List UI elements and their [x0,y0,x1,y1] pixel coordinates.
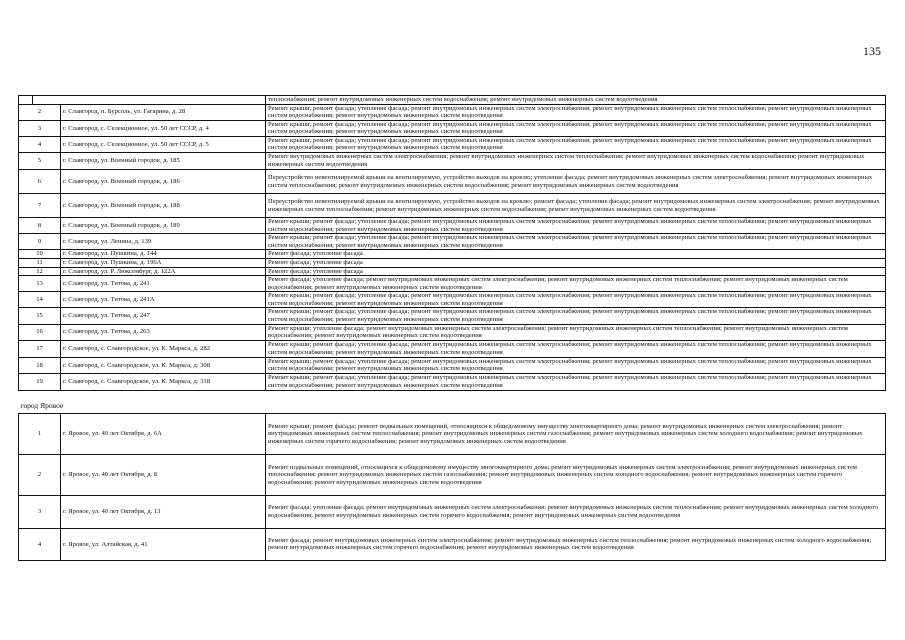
cell-works: Ремонт фасада; ремонт внутридомовых инженерных систем электроснабжения; ремонт внутридомовых инженерных систем теплоснабжения; ремонт внутридомовых инженерных систем холодного водоснабжения; ремонт внутридомовых инженерных систем горячего водоснабжения; ремонт внутридомовых инженерных систем водоотведения [266,528,886,560]
cell-num: 6 [19,170,61,194]
cell-address: г. Славгород, ул. Титова, д. 241 [61,276,266,292]
cell-num: 8 [19,218,61,234]
table-row [19,276,886,292]
cell-address: г. Славгород, с. Славгородское, ул. К. Маркса, д. 308 [61,357,266,373]
table-row [19,528,886,560]
cell-works: Ремонт крыши; ремонт фасада; утепление фасада; ремонт внутридомовых инженерных систем электроснабжения; ремонт внутридомовых инженерных систем теплоснабжения; ремонт внутридомовых инженерных систем водоснабжения; ремонт внутридомовых инженерных систем водоотведения [266,357,886,373]
cell-num: 3 [19,495,61,528]
cell-address: г. Славгород, п. Бурсоль, ул. Гагарина, д. 28 [61,104,266,120]
cell-works: Ремонт фасада; утепление фасада; ремонт внутридомовых инженерных систем электроснабжения; ремонт внутридомовых инженерных систем теплоснабжения; ремонт внутридомовых инженерных систем холодного водоснабжения; ремонт внутридомовых инженерных систем горячего водоснабжения; ремонт внутридомовых инженерных систем водоотведения [266,495,886,528]
cell-num: 11 [19,258,61,267]
cell-num: 14 [19,292,61,308]
cell-works: Переустройство невентилируемой крыши на вентилируемую, устройство выходов на кровлю; ремонт фасада; утепление фасада; ремонт внутридомовых инженерных систем электроснабжения; ремонт внутридомовых инженерных систем теплоснабжения; ремонт внутридомовых инженерных систем водоснабжения; ремонт внутридомовых инженерных систем водоотведения [266,194,886,218]
table-row [19,258,886,267]
cell-works: Переустройство невентилируемой крыши на вентилируемую, устройство выходов на кровлю; утепление фасада; ремонт внутридомовых инженерных систем электроснабжения; ремонт внутридомовых инженерных систем теплоснабжения; ремонт внутридомовых инженерных систем водоснабжения; ремонт внутридомовых инженерных систем водоотведения [266,170,886,194]
table-row [19,308,886,324]
cell-works: Ремонт крыши; ремонт фасада; утепление фасада; ремонт внутридомовых инженерных систем электроснабжения; ремонт внутридомовых инженерных систем теплоснабжения; ремонт внутридомовых инженерных систем водоснабжения; ремонт внутридомовых инженерных систем водоотведения [266,120,886,136]
table-row [19,170,886,194]
cell-num [19,96,33,105]
cell-works: Ремонт крыши; ремонт фасада; утепление фасада; ремонт внутридомовых инженерных систем электроснабжения; ремонт внутридомовых инженерных систем теплоснабжения; ремонт внутридомовых инженерных систем водоснабжения; ремонт внутридомовых инженерных систем водоотведения [266,340,886,357]
table-row [19,194,886,218]
table-row [19,495,886,528]
cell-address: г. Яровое, ул. 40 лет Октября, д. 6А [61,413,266,454]
cell-address: г. Яровое, ул. Алтайская, д. 41 [61,528,266,560]
table-row [19,136,886,152]
cell-num: 10 [19,250,61,259]
table-row [19,324,886,340]
cell-address: г. Славгород, ул. Пушкина, д. 196А [61,258,266,267]
cell-works: Ремонт фасада; утепление фасада [266,250,886,259]
table-row [19,153,886,170]
cell-num: 18 [19,357,61,373]
table-row [19,250,886,259]
table-row-continuation [19,96,886,105]
cell-num: 5 [19,153,61,170]
table-row [19,234,886,250]
works-table-body [19,96,886,561]
cell-works: Ремонт крыши; ремонт фасада; утепление фасада; ремонт внутридомовых инженерных систем электроснабжения; ремонт внутридомовых инженерных систем теплоснабжения; ремонт внутридомовых инженерных систем водоснабжения; ремонт внутридомовых инженерных систем водоотведения [266,373,886,390]
cell-address [33,96,266,105]
cell-works: Ремонт крыши; ремонт фасада; утепление фасада; ремонт внутридомовых инженерных систем электроснабжения; ремонт внутридомовых инженерных систем теплоснабжения; ремонт внутридомовых инженерных систем водоснабжения; ремонт внутридомовых инженерных систем водоотведения [266,234,886,250]
cell-works: теплоснабжения; ремонт внутридомовых инженерных систем водоснабжения; ремонт внутридомовых инженерных систем водоотведения [266,96,886,105]
cell-address: г. Славгород, ул. Военный городок, д. 189 [61,218,266,234]
cell-address: г. Яровое, ул. 40 лет Октября, д. 13 [61,495,266,528]
table-row [19,120,886,136]
cell-address: г. Славгород, ул. Военный городок, д. 185 [61,153,266,170]
cell-works: Ремонт внутридомовых инженерных систем электроснабжения; ремонт внутридомовых инженерных систем теплоснабжения; ремонт внутридомовых инженерных систем водоснабжения; ремонт внутридомовых инженерных систем водоотведения [266,153,886,170]
works-table [18,95,886,561]
cell-num: 1 [19,413,61,454]
cell-num: 13 [19,276,61,292]
cell-address: г. Славгород, ул. Титова, д. 263 [61,324,266,340]
cell-works: Ремонт крыши; ремонт фасада; утепление фасада; ремонт внутридомовых инженерных систем электроснабжения; ремонт внутридомовых инженерных систем теплоснабжения; ремонт внутридомовых инженерных систем водоснабжения; ремонт внутридомовых инженерных систем водоотведения [266,218,886,234]
cell-works: Ремонт крыши; ремонт фасада; утепление фасада; ремонт внутридомовых инженерных систем электроснабжения; ремонт внутридомовых инженерных систем теплоснабжения; ремонт внутридомовых инженерных систем водоснабжения; ремонт внутридомовых инженерных систем водоотведения [266,104,886,120]
cell-address: г. Славгород, с. Селекционное, ул. 50 лет СССР, д. 4 [61,120,266,136]
cell-address: г. Славгород, ул. Военный городок, д. 188 [61,194,266,218]
table-row [19,292,886,308]
cell-address: г. Славгород, с. Славгородское, ул. К. Маркса, д. 318 [61,373,266,390]
cell-num: 12 [19,267,61,276]
cell-address: г. Славгород, ул. Пушкина, д. 144 [61,250,266,259]
table-row [19,454,886,495]
cell-num: 16 [19,324,61,340]
cell-num: 3 [19,120,61,136]
table-row [19,413,886,454]
cell-num: 19 [19,373,61,390]
cell-works: Ремонт фасада; утепление фасада [266,267,886,276]
cell-works: Ремонт крыши; утепление фасада; ремонт внутридомовых инженерных систем электроснабжения; ремонт внутридомовых инженерных систем теплоснабжения; ремонт внутридомовых инженерных систем водоснабжения; ремонт внутридомовых инженерных систем водоотведения [266,324,886,340]
cell-works: Ремонт фасада; утепление фасада; ремонт внутридомовых инженерных систем электроснабжения; ремонт внутридомовых инженерных систем теплоснабжения; ремонт внутридомовых инженерных систем водоснабжения; ремонт внутридомовых инженерных систем водоотведения [266,276,886,292]
cell-num: 4 [19,528,61,560]
cell-num: 4 [19,136,61,152]
table-row [19,373,886,390]
table-row [19,104,886,120]
page-number: 135 [863,44,881,58]
cell-works: Ремонт крыши; ремонт фасада; утепление фасада; ремонт внутридомовых инженерных систем электроснабжения; ремонт внутридомовых инженерных систем теплоснабжения; ремонт внутридомовых инженерных систем водоснабжения; ремонт внутридомовых инженерных систем водоотведения [266,292,886,308]
cell-address: г. Славгород, ул. Р. Люксембург, д. 122А [61,267,266,276]
cell-address: г. Славгород, ул. Титова, д. 241А [61,292,266,308]
table-row [19,267,886,276]
cell-num: 9 [19,234,61,250]
cell-works: Ремонт крыши; ремонт фасада; утепление фасада; ремонт внутридомовых инженерных систем электроснабжения; ремонт внутридомовых инженерных систем теплоснабжения; ремонт внутридомовых инженерных систем водоснабжения; ремонт внутридомовых инженерных систем водоотведения [266,308,886,324]
table-row [19,357,886,373]
cell-works: Ремонт подвальных помещений, относящихся к общедомовому имуществу многоквартирного дома; ремонт внутридомовых инженерных систем электроснабжения; ремонт внутридомовых инженерных систем теплоснабжения; ремонт внутридомовых инженерных систем газоснабжения; ремонт внутридомовых инженерных систем холодного водоснабжения; ремонт внутридомовых инженерных систем горячего водоснабжения; ремонт внутридомовых инженерных систем водоотведения [266,454,886,495]
cell-num: 7 [19,194,61,218]
cell-works: Ремонт крыши; ремонт фасада; ремонт подвальных помещений, относящихся к общедомовому имуществу многоквартирного дома; ремонт внутридомовых инженерных систем электроснабжения; ремонт внутридомовых инженерных систем теплоснабжения; ремонт внутридомовых инженерных систем газоснабжения; ремонт внутридомовых инженерных систем холодного водоснабжения; ремонт внутридомовых инженерных систем горячего водоснабжения; ремонт внутридомовых инженерных систем водоотведения [266,413,886,454]
cell-address: г. Славгород, ул. Титова, д. 247 [61,308,266,324]
cell-address: г. Славгород, с. Славгородское, ул. К. Маркса, д. 282 [61,340,266,357]
cell-address: г. Славгород, с. Селекционное, ул. 50 лет СССР, д. 5 [61,136,266,152]
section-title: город Яровое [19,390,886,413]
cell-num: 2 [19,104,61,120]
cell-address: г. Славгород, ул. Военный городок, д. 186 [61,170,266,194]
table-row [19,218,886,234]
cell-works: Ремонт фасада; утепление фасада [266,258,886,267]
cell-address: г. Славгород, ул. Ленина, д. 139 [61,234,266,250]
cell-works: Ремонт крыши; ремонт фасада; утепление фасада; ремонт внутридомовых инженерных систем электроснабжения; ремонт внутридомовых инженерных систем теплоснабжения; ремонт внутридомовых инженерных систем водоснабжения; ремонт внутридомовых инженерных систем водоотведения [266,136,886,152]
cell-num: 17 [19,340,61,357]
cell-num: 15 [19,308,61,324]
section-header-row [19,390,886,413]
cell-num: 2 [19,454,61,495]
cell-address: г. Яровое, ул. 40 лет Октября, д. 8 [61,454,266,495]
table-row [19,340,886,357]
